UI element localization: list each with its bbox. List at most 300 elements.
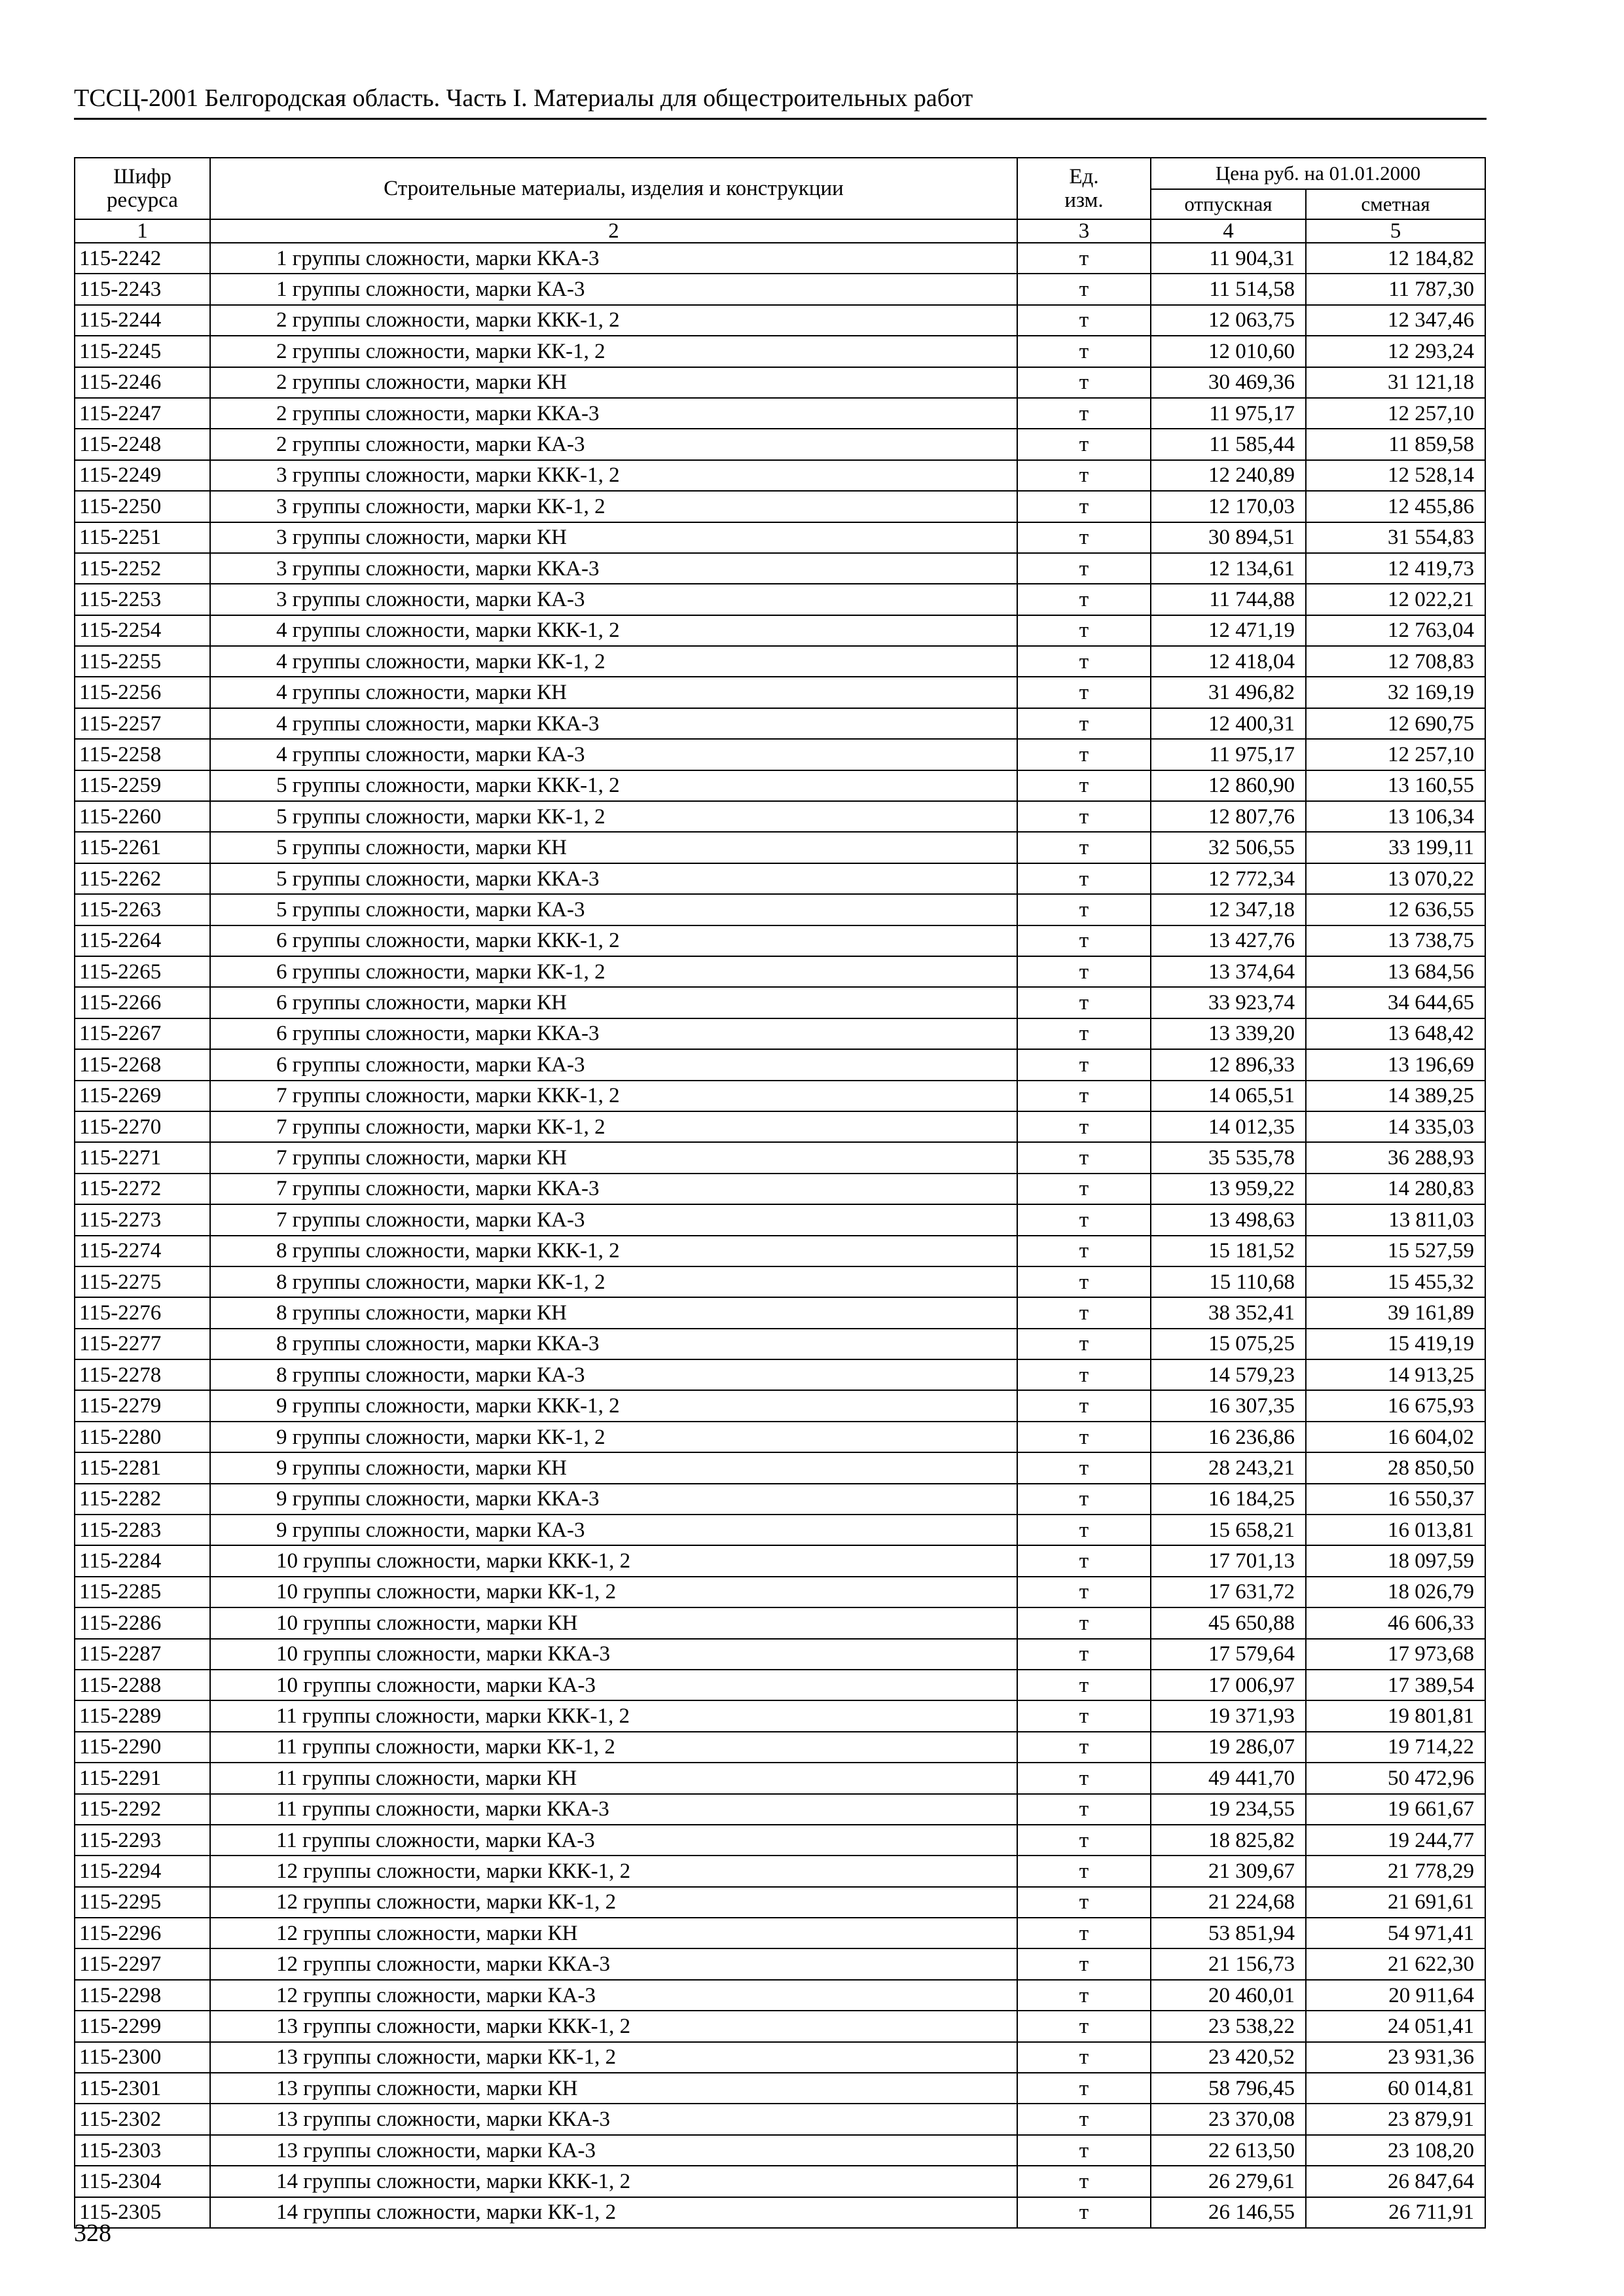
resource-code-cell: 115-2261 [75,832,210,863]
resource-code-cell: 115-2251 [75,522,210,553]
unit-cell: т [1017,274,1151,304]
table-row [75,1948,1485,1979]
estimate-price-cell: 13 160,55 [1306,770,1485,801]
unit-cell: т [1017,2042,1151,2073]
estimate-price-cell: 28 850,50 [1306,1452,1485,1483]
estimate-price-cell: 31 554,83 [1306,522,1485,553]
material-name-cell: 13 группы сложности, марки ККА-3 [210,2104,1017,2134]
estimate-price-cell: 12 022,21 [1306,584,1485,615]
resource-code-cell: 115-2297 [75,1948,210,1979]
material-name-cell: 10 группы сложности, марки КН [210,1607,1017,1638]
material-name-cell: 2 группы сложности, марки ККА-3 [210,398,1017,429]
table-row [75,1700,1485,1731]
header-price: Цена руб. на 01.01.2000 [1151,158,1485,189]
page-number: 328 [74,2219,111,2247]
estimate-price-cell: 16 604,02 [1306,1422,1485,1452]
resource-code-cell: 115-2296 [75,1918,210,1948]
unit-cell: т [1017,491,1151,522]
table-row [75,429,1485,459]
unit-cell: т [1017,522,1151,553]
table-row [75,1081,1485,1111]
release-price-cell: 19 371,93 [1151,1700,1306,1731]
material-name-cell: 12 группы сложности, марки КК-1, 2 [210,1887,1017,1918]
unit-cell: т [1017,801,1151,832]
table-row [75,739,1485,770]
resource-code-cell: 115-2264 [75,925,210,956]
release-price-cell: 17 701,13 [1151,1545,1306,1576]
material-name-cell: 8 группы сложности, марки ККА-3 [210,1329,1017,1359]
header-release: отпускная [1151,189,1306,219]
material-name-cell: 12 группы сложности, марки ККА-3 [210,1948,1017,1979]
release-price-cell: 14 579,23 [1151,1359,1306,1390]
estimate-price-cell: 26 711,91 [1306,2197,1485,2228]
release-price-cell: 21 309,67 [1151,1856,1306,1886]
table-row [75,1452,1485,1483]
release-price-cell: 12 807,76 [1151,801,1306,832]
unit-cell: т [1017,336,1151,367]
material-name-cell: 14 группы сложности, марки ККК-1, 2 [210,2166,1017,2197]
release-price-cell: 21 224,68 [1151,1887,1306,1918]
table-row [75,708,1485,739]
material-name-cell: 7 группы сложности, марки КК-1, 2 [210,1111,1017,1142]
page-header: ТССЦ-2001 Белгородская область. Часть I. Материалы для общестроительных работ [74,84,973,112]
unit-cell: т [1017,863,1151,894]
release-price-cell: 26 146,55 [1151,2197,1306,2228]
material-name-cell: 12 группы сложности, марки КА-3 [210,1980,1017,2011]
estimate-price-cell: 21 778,29 [1306,1856,1485,1886]
resource-code-cell: 115-2292 [75,1794,210,1825]
table-row [75,1825,1485,1856]
table-row [75,1297,1485,1328]
resource-code-cell: 115-2265 [75,956,210,987]
material-name-cell: 1 группы сложности, марки ККА-3 [210,243,1017,274]
material-name-cell: 8 группы сложности, марки КА-3 [210,1359,1017,1390]
unit-cell: т [1017,1111,1151,1142]
material-name-cell: 13 группы сложности, марки ККК-1, 2 [210,2011,1017,2041]
table-row [75,1018,1485,1049]
table-row [75,1484,1485,1515]
unit-cell: т [1017,1142,1151,1173]
resource-code-cell: 115-2295 [75,1887,210,1918]
material-name-cell: 2 группы сложности, марки КН [210,367,1017,398]
estimate-price-cell: 12 293,24 [1306,336,1485,367]
estimate-price-cell: 33 199,11 [1306,832,1485,863]
resource-code-cell: 115-2288 [75,1670,210,1700]
estimate-price-cell: 13 648,42 [1306,1018,1485,1049]
estimate-price-cell: 14 280,83 [1306,1174,1485,1204]
table-row [75,832,1485,863]
table-row [75,1359,1485,1390]
material-name-cell: 2 группы сложности, марки КА-3 [210,429,1017,459]
material-name-cell: 6 группы сложности, марки ККА-3 [210,1018,1017,1049]
estimate-price-cell: 12 257,10 [1306,398,1485,429]
resource-code-cell: 115-2254 [75,615,210,646]
estimate-price-cell: 32 169,19 [1306,677,1485,708]
resource-code-cell: 115-2299 [75,2011,210,2041]
estimate-price-cell: 16 675,93 [1306,1390,1485,1421]
unit-cell: т [1017,1639,1151,1670]
resource-code-cell: 115-2257 [75,708,210,739]
resource-code-cell: 115-2250 [75,491,210,522]
resource-code-cell: 115-2269 [75,1081,210,1111]
unit-cell: т [1017,646,1151,677]
table-row [75,1390,1485,1421]
table-row [75,646,1485,677]
unit-cell: т [1017,1794,1151,1825]
material-name-cell: 11 группы сложности, марки КК-1, 2 [210,1732,1017,1763]
unit-cell: т [1017,367,1151,398]
estimate-price-cell: 13 106,34 [1306,801,1485,832]
material-name-cell: 9 группы сложности, марки КН [210,1452,1017,1483]
unit-cell: т [1017,1700,1151,1731]
resource-code-cell: 115-2280 [75,1422,210,1452]
unit-cell: т [1017,1018,1151,1049]
resource-code-cell: 115-2302 [75,2104,210,2134]
estimate-price-cell: 15 527,59 [1306,1236,1485,1266]
table-row [75,987,1485,1018]
resource-code-cell: 115-2247 [75,398,210,429]
estimate-price-cell: 17 389,54 [1306,1670,1485,1700]
release-price-cell: 12 860,90 [1151,770,1306,801]
unit-cell: т [1017,1948,1151,1979]
estimate-price-cell: 19 661,67 [1306,1794,1485,1825]
estimate-price-cell: 31 121,18 [1306,367,1485,398]
material-name-cell: 9 группы сложности, марки ККА-3 [210,1484,1017,1515]
unit-cell: т [1017,1670,1151,1700]
table-row [75,1236,1485,1266]
table-row [75,1794,1485,1825]
unit-cell: т [1017,1856,1151,1886]
resource-code-cell: 115-2245 [75,336,210,367]
resource-code-cell: 115-2259 [75,770,210,801]
material-name-cell: 6 группы сложности, марки КН [210,987,1017,1018]
resource-code-cell: 115-2281 [75,1452,210,1483]
release-price-cell: 12 471,19 [1151,615,1306,646]
material-name-cell: 11 группы сложности, марки КА-3 [210,1825,1017,1856]
column-number: 2 [210,219,1017,243]
material-name-cell: 13 группы сложности, марки КК-1, 2 [210,2042,1017,2073]
resource-code-cell: 115-2276 [75,1297,210,1328]
release-price-cell: 15 658,21 [1151,1515,1306,1545]
estimate-price-cell: 23 879,91 [1306,2104,1485,2134]
resource-code-cell: 115-2252 [75,553,210,584]
estimate-price-cell: 46 606,33 [1306,1607,1485,1638]
release-price-cell: 13 498,63 [1151,1204,1306,1235]
price-table [74,157,1486,2229]
material-name-cell: 2 группы сложности, марки КК-1, 2 [210,336,1017,367]
resource-code-cell: 115-2260 [75,801,210,832]
release-price-cell: 53 851,94 [1151,1918,1306,1948]
table-row [75,1607,1485,1638]
estimate-price-cell: 21 622,30 [1306,1948,1485,1979]
table-row [75,491,1485,522]
resource-code-cell: 115-2279 [75,1390,210,1421]
resource-code-cell: 115-2272 [75,1174,210,1204]
material-name-cell: 10 группы сложности, марки КК-1, 2 [210,1577,1017,1607]
unit-cell: т [1017,1607,1151,1638]
release-price-cell: 23 538,22 [1151,2011,1306,2041]
unit-cell: т [1017,584,1151,615]
material-name-cell: 10 группы сложности, марки ККК-1, 2 [210,1545,1017,1576]
table-row [75,305,1485,336]
table-row [75,1142,1485,1173]
unit-cell: т [1017,1174,1151,1204]
estimate-price-cell: 23 108,20 [1306,2135,1485,2166]
material-name-cell: 5 группы сложности, марки ККК-1, 2 [210,770,1017,801]
release-price-cell: 28 243,21 [1151,1452,1306,1483]
material-name-cell: 4 группы сложности, марки ККА-3 [210,708,1017,739]
estimate-price-cell: 18 097,59 [1306,1545,1485,1576]
resource-code-cell: 115-2293 [75,1825,210,1856]
release-price-cell: 21 156,73 [1151,1948,1306,1979]
release-price-cell: 32 506,55 [1151,832,1306,863]
unit-cell: т [1017,1980,1151,2011]
material-name-cell: 13 группы сложности, марки КН [210,2073,1017,2104]
unit-cell: т [1017,1825,1151,1856]
table-row [75,677,1485,708]
unit-cell: т [1017,1763,1151,1793]
header-rule [74,118,1487,120]
header-name: Строительные материалы, изделия и конструкции [210,158,1017,219]
estimate-price-cell: 60 014,81 [1306,2073,1485,2104]
release-price-cell: 11 904,31 [1151,243,1306,274]
estimate-price-cell: 16 013,81 [1306,1515,1485,1545]
resource-code-cell: 115-2301 [75,2073,210,2104]
unit-cell: т [1017,2166,1151,2197]
estimate-price-cell: 12 347,46 [1306,305,1485,336]
release-price-cell: 23 370,08 [1151,2104,1306,2134]
estimate-price-cell: 36 288,93 [1306,1142,1485,1173]
table-row [75,243,1485,274]
estimate-price-cell: 18 026,79 [1306,1577,1485,1607]
column-number: 5 [1306,219,1485,243]
material-name-cell: 7 группы сложности, марки КА-3 [210,1204,1017,1235]
release-price-cell: 19 286,07 [1151,1732,1306,1763]
estimate-price-cell: 14 335,03 [1306,1111,1485,1142]
resource-code-cell: 115-2274 [75,1236,210,1266]
unit-cell: т [1017,305,1151,336]
estimate-price-cell: 14 913,25 [1306,1359,1485,1390]
table-row [75,1329,1485,1359]
resource-code-cell: 115-2267 [75,1018,210,1049]
estimate-price-cell: 24 051,41 [1306,2011,1485,2041]
estimate-price-cell: 19 801,81 [1306,1700,1485,1731]
resource-code-cell: 115-2291 [75,1763,210,1793]
resource-code-cell: 115-2271 [75,1142,210,1173]
estimate-price-cell: 15 455,32 [1306,1266,1485,1297]
estimate-price-cell: 12 528,14 [1306,460,1485,491]
unit-cell: т [1017,1390,1151,1421]
unit-cell: т [1017,553,1151,584]
release-price-cell: 16 307,35 [1151,1390,1306,1421]
table-row [75,1266,1485,1297]
material-name-cell: 2 группы сложности, марки ККК-1, 2 [210,305,1017,336]
unit-cell: т [1017,987,1151,1018]
unit-cell: т [1017,2104,1151,2134]
table-body [75,219,1485,2228]
release-price-cell: 23 420,52 [1151,2042,1306,2073]
estimate-price-cell: 26 847,64 [1306,2166,1485,2197]
unit-cell: т [1017,2197,1151,2228]
table-row [75,1204,1485,1235]
table-row [75,1670,1485,1700]
release-price-cell: 31 496,82 [1151,677,1306,708]
release-price-cell: 38 352,41 [1151,1297,1306,1328]
unit-cell: т [1017,429,1151,459]
column-numbers-row [75,219,1485,243]
resource-code-cell: 115-2289 [75,1700,210,1731]
resource-code-cell: 115-2263 [75,894,210,925]
material-name-cell: 14 группы сложности, марки КК-1, 2 [210,2197,1017,2228]
release-price-cell: 15 075,25 [1151,1329,1306,1359]
estimate-price-cell: 19 244,77 [1306,1825,1485,1856]
table-row [75,1763,1485,1793]
release-price-cell: 45 650,88 [1151,1607,1306,1638]
material-name-cell: 7 группы сложности, марки ККК-1, 2 [210,1081,1017,1111]
unit-cell: т [1017,243,1151,274]
unit-cell: т [1017,1484,1151,1515]
release-price-cell: 17 006,97 [1151,1670,1306,1700]
material-name-cell: 3 группы сложности, марки ККА-3 [210,553,1017,584]
release-price-cell: 12 063,75 [1151,305,1306,336]
material-name-cell: 6 группы сложности, марки КК-1, 2 [210,956,1017,987]
material-name-cell: 5 группы сложности, марки КА-3 [210,894,1017,925]
material-name-cell: 13 группы сложности, марки КА-3 [210,2135,1017,2166]
resource-code-cell: 115-2282 [75,1484,210,1515]
resource-code-cell: 115-2294 [75,1856,210,1886]
unit-cell: т [1017,2135,1151,2166]
estimate-price-cell: 12 636,55 [1306,894,1485,925]
resource-code-cell: 115-2273 [75,1204,210,1235]
resource-code-cell: 115-2242 [75,243,210,274]
unit-cell: т [1017,1329,1151,1359]
estimate-price-cell: 23 931,36 [1306,2042,1485,2073]
release-price-cell: 58 796,45 [1151,2073,1306,2104]
resource-code-cell: 115-2262 [75,863,210,894]
unit-cell: т [1017,398,1151,429]
unit-cell: т [1017,1515,1151,1545]
material-name-cell: 4 группы сложности, марки КА-3 [210,739,1017,770]
resource-code-cell: 115-2303 [75,2135,210,2166]
unit-cell: т [1017,894,1151,925]
release-price-cell: 16 184,25 [1151,1484,1306,1515]
material-name-cell: 3 группы сложности, марки КК-1, 2 [210,491,1017,522]
table-row [75,1174,1485,1204]
material-name-cell: 8 группы сложности, марки КН [210,1297,1017,1328]
material-name-cell: 8 группы сложности, марки ККК-1, 2 [210,1236,1017,1266]
unit-cell: т [1017,1452,1151,1483]
unit-cell: т [1017,739,1151,770]
release-price-cell: 22 613,50 [1151,2135,1306,2166]
release-price-cell: 11 744,88 [1151,584,1306,615]
unit-cell: т [1017,1422,1151,1452]
table-row [75,553,1485,584]
table-row [75,801,1485,832]
unit-cell: т [1017,615,1151,646]
release-price-cell: 13 959,22 [1151,1174,1306,1204]
material-name-cell: 9 группы сложности, марки КК-1, 2 [210,1422,1017,1452]
release-price-cell: 12 896,33 [1151,1049,1306,1080]
unit-cell: т [1017,1545,1151,1576]
material-name-cell: 3 группы сложности, марки КН [210,522,1017,553]
release-price-cell: 30 469,36 [1151,367,1306,398]
unit-cell: т [1017,708,1151,739]
table-row [75,1577,1485,1607]
resource-code-cell: 115-2298 [75,1980,210,2011]
table-row [75,2197,1485,2228]
table-row [75,2042,1485,2073]
estimate-price-cell: 12 257,10 [1306,739,1485,770]
unit-cell: т [1017,1236,1151,1266]
resource-code-cell: 115-2284 [75,1545,210,1576]
header-unit: Ед. изм. [1017,158,1151,219]
table-row [75,863,1485,894]
estimate-price-cell: 13 738,75 [1306,925,1485,956]
resource-code-cell: 115-2290 [75,1732,210,1763]
release-price-cell: 35 535,78 [1151,1142,1306,1173]
material-name-cell: 8 группы сложности, марки КК-1, 2 [210,1266,1017,1297]
resource-code-cell: 115-2278 [75,1359,210,1390]
resource-code-cell: 115-2248 [75,429,210,459]
unit-cell: т [1017,1297,1151,1328]
material-name-cell: 12 группы сложности, марки ККК-1, 2 [210,1856,1017,1886]
resource-code-cell: 115-2275 [75,1266,210,1297]
column-number: 4 [1151,219,1306,243]
material-name-cell: 7 группы сложности, марки КН [210,1142,1017,1173]
release-price-cell: 14 065,51 [1151,1081,1306,1111]
resource-code-cell: 115-2283 [75,1515,210,1545]
table-row [75,367,1485,398]
table-row [75,1980,1485,2011]
material-name-cell: 9 группы сложности, марки ККК-1, 2 [210,1390,1017,1421]
material-name-cell: 10 группы сложности, марки КА-3 [210,1670,1017,1700]
table-row [75,615,1485,646]
unit-cell: т [1017,770,1151,801]
table-row [75,2166,1485,2197]
release-price-cell: 11 975,17 [1151,739,1306,770]
table-row [75,1887,1485,1918]
table-row [75,1545,1485,1576]
table-row [75,1422,1485,1452]
release-price-cell: 49 441,70 [1151,1763,1306,1793]
release-price-cell: 11 975,17 [1151,398,1306,429]
table-row [75,1918,1485,1948]
column-number: 3 [1017,219,1151,243]
table-row [75,925,1485,956]
estimate-price-cell: 13 196,69 [1306,1049,1485,1080]
release-price-cell: 12 134,61 [1151,553,1306,584]
release-price-cell: 26 279,61 [1151,2166,1306,2197]
material-name-cell: 6 группы сложности, марки КА-3 [210,1049,1017,1080]
resource-code-cell: 115-2277 [75,1329,210,1359]
header-code: Шифр ресурса [75,158,210,219]
estimate-price-cell: 13 070,22 [1306,863,1485,894]
table-row [75,956,1485,987]
material-name-cell: 1 группы сложности, марки КА-3 [210,274,1017,304]
estimate-price-cell: 12 455,86 [1306,491,1485,522]
resource-code-cell: 115-2255 [75,646,210,677]
resource-code-cell: 115-2300 [75,2042,210,2073]
table-row [75,1049,1485,1080]
estimate-price-cell: 12 708,83 [1306,646,1485,677]
header-estimate: сметная [1306,189,1485,219]
release-price-cell: 17 631,72 [1151,1577,1306,1607]
estimate-price-cell: 21 691,61 [1306,1887,1485,1918]
unit-cell: т [1017,832,1151,863]
estimate-price-cell: 39 161,89 [1306,1297,1485,1328]
release-price-cell: 12 240,89 [1151,460,1306,491]
release-price-cell: 13 339,20 [1151,1018,1306,1049]
